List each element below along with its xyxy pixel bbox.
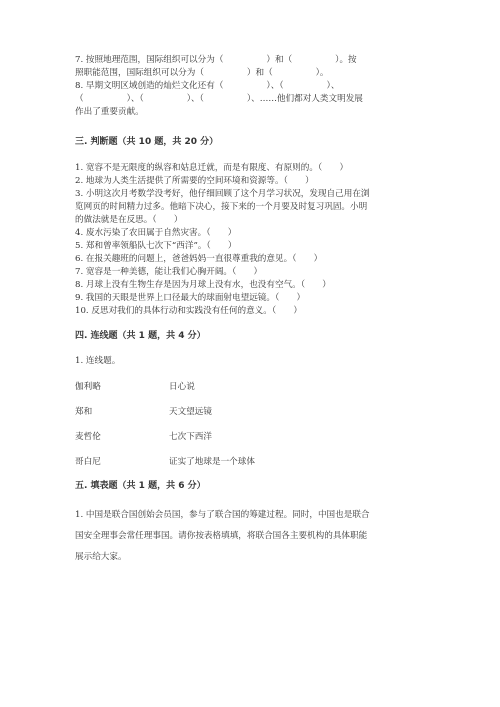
match-row bbox=[75, 455, 335, 480]
section-3-heading: 三. 判断题（共 10 题，共 20 分） bbox=[75, 137, 219, 147]
match-row bbox=[75, 405, 335, 430]
fill-line: 国安全理事会常任理事国。请你按表格填填，将联合国各主要机构的具体职能 bbox=[75, 531, 368, 541]
section-4-heading: 四. 连线题（共 1 题，共 4 分） bbox=[75, 331, 206, 341]
tf-line: 览网页的时间精力过多。他暗下决心，接下来的一个月要及时复习巩固。小明 bbox=[75, 202, 368, 212]
match-right: 天文望远镜 bbox=[169, 407, 212, 417]
tf-line: 10. 反思对我们的具体行动和实践没有任何的意义。（ ） bbox=[75, 306, 302, 316]
tf-line: 6. 在报关趣班的问题上，爸爸妈妈一直很尊重我的意见。（ ） bbox=[75, 254, 323, 264]
fill-line: 展示给大家。 bbox=[75, 552, 127, 562]
tf-line: 3. 小明这次月考数学没考好，他仔细回顾了这个月学习状况，发现自己用在浏 bbox=[75, 189, 370, 199]
match-row bbox=[75, 430, 335, 455]
tf-line: 2. 地球为人类生活提供了所需要的空间环境和资源等。（ ） bbox=[75, 176, 314, 186]
true-false-list bbox=[75, 162, 370, 318]
match-right: 七次下西洋 bbox=[169, 432, 212, 442]
matching-question bbox=[75, 355, 120, 368]
tf-line: 1. 宽容不是无限度的纵容和姑息迁就，而是有限度、有原则的。（ ） bbox=[75, 163, 349, 173]
match-right: 日心说 bbox=[169, 382, 195, 392]
tf-line: 4. 废水污染了农田属于自然灾害。（ ） bbox=[75, 228, 237, 238]
tf-line: 8. 月球上没有生物生存是因为月球上没有水，也没有空气。（ ） bbox=[75, 280, 331, 290]
matching-prompt: 1. 连线题。 bbox=[75, 356, 121, 366]
match-left: 哥白尼 bbox=[75, 457, 101, 467]
q8-line3: 作出了重要贡献。 bbox=[75, 107, 144, 117]
tf-line: 7. 宽容是一种美德，能让我们心胸开阔。（ ） bbox=[75, 267, 263, 277]
section-fill-table bbox=[75, 480, 206, 493]
fill-table-question bbox=[75, 505, 370, 568]
tf-line: 5. 郑和曾率领船队七次下“西洋”。（ ） bbox=[75, 241, 237, 251]
section-true-false bbox=[75, 136, 218, 149]
q8-line1: 8. 早期文明区域创造的灿烂文化还有（ ）、（ ）、 bbox=[75, 81, 340, 91]
q8-line2: （ ）、（ ）、（ ）、……他们都对人类文明发展 bbox=[75, 94, 363, 104]
section-5-heading: 五. 填表题（共 1 题，共 6 分） bbox=[75, 481, 206, 491]
question-7 bbox=[75, 54, 357, 80]
match-left: 麦哲伦 bbox=[75, 432, 101, 442]
matching-pairs bbox=[75, 380, 335, 480]
question-8 bbox=[75, 80, 363, 119]
tf-line: 的做法就是在反思。（ ） bbox=[75, 215, 183, 225]
q7-line1: 7. 按照地理范围，国际组织可以分为（ ）和（ ）。按 bbox=[75, 55, 357, 65]
section-matching bbox=[75, 330, 206, 343]
fill-line: 1. 中国是联合国创始会员国，参与了联合国的筹建过程。同时，中国也是联合 bbox=[75, 510, 370, 520]
match-left: 伽利略 bbox=[75, 382, 101, 392]
match-right: 证实了地球是一个球体 bbox=[169, 457, 255, 467]
tf-line: 9. 我国的天眼是世界上口径最大的球面射电望远镜。（ ） bbox=[75, 293, 306, 303]
match-left: 郑和 bbox=[75, 407, 93, 417]
match-row bbox=[75, 380, 335, 405]
q7-line2: 照职能范围，国际组织可以分为（ ）和（ ）。 bbox=[75, 68, 329, 78]
